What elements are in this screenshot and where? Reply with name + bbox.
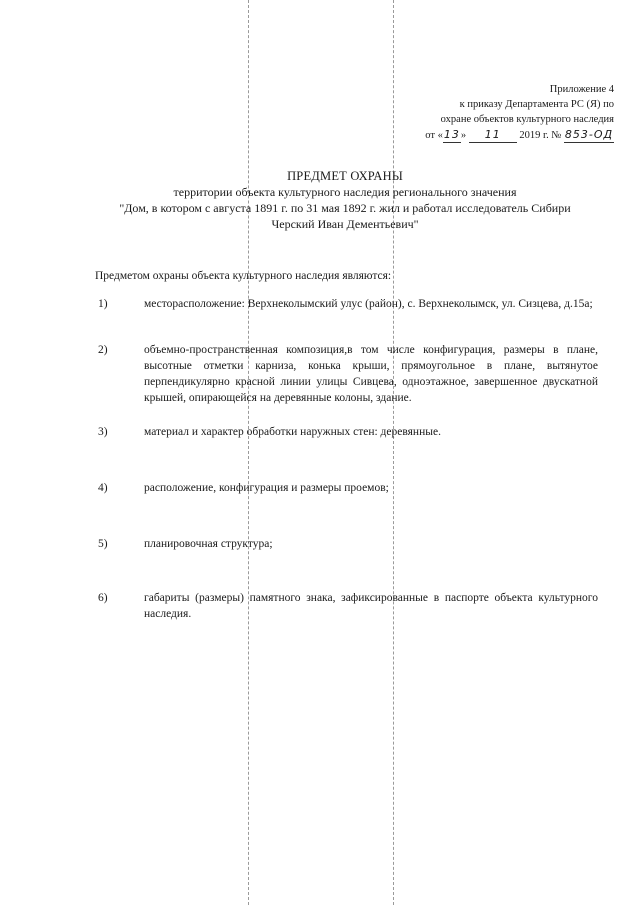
date-mid: »	[460, 130, 467, 141]
approval-line-1: Приложение 4	[549, 84, 614, 95]
list-item	[98, 296, 598, 312]
order-number: 853-ОД	[564, 128, 614, 141]
heading-line-2: территории объекта культурного наследия регионального значения	[173, 185, 517, 199]
list-item	[98, 590, 598, 622]
item-text: месторасположение: Верхнеколымский улус (район), с. Верхнеколымск, ул. Сизцева, д.15а;	[144, 298, 593, 310]
approval-block	[354, 82, 614, 143]
item-text: планировочная структура;	[144, 538, 273, 550]
item-text: материал и характер обработки наружных стен: деревянные.	[144, 426, 441, 438]
item-number: 3)	[98, 426, 108, 438]
scan-fold-line-left	[248, 0, 249, 905]
date-year: 2019 г. №	[519, 130, 562, 141]
heading-line-4: Черский Иван Дементьевич"	[271, 217, 419, 231]
heading-line-3: "Дом, в котором с августа 1891 г. по 31 мая 1892 г. жил и работал исследователь Сибири	[119, 201, 571, 215]
item-number: 5)	[98, 538, 108, 550]
date-month: 11	[469, 127, 517, 143]
approval-line-2: к приказу Департамента РС (Я) по	[459, 99, 614, 110]
list-item	[98, 536, 598, 552]
item-text: габариты (размеры) памятного знака, зафиксированные в паспорте объекта культурного наследия.	[144, 592, 598, 620]
list-item	[98, 480, 598, 496]
document-heading	[90, 168, 600, 232]
list-item	[98, 342, 598, 406]
item-number: 6)	[98, 592, 108, 604]
intro-text: Предметом охраны объекта культурного наследия являются:	[95, 270, 392, 282]
document-title: ПРЕДМЕТ ОХРАНЫ	[287, 169, 403, 183]
item-text: объемно-пространственная композиция,в том числе конфигурация, размеры в плане, высотные отметки карниза, конька крыши, прямоугольное в плане, вытянутое перпендикулярно красной линии улицы Сивцева, одноэтажное, завершенное двускатной крышей, опирающейся на деревянные колоны, здание.	[144, 344, 598, 404]
item-text: расположение, конфигурация и размеры проемов;	[144, 482, 389, 494]
date-day: 13	[443, 128, 460, 141]
date-prefix: от «	[425, 130, 443, 141]
approval-line-3: охране объектов культурного наследия	[440, 114, 614, 125]
item-number: 2)	[98, 344, 108, 356]
approval-date-line	[354, 127, 614, 143]
list-item	[98, 424, 598, 440]
item-number: 1)	[98, 298, 108, 310]
item-number: 4)	[98, 482, 108, 494]
